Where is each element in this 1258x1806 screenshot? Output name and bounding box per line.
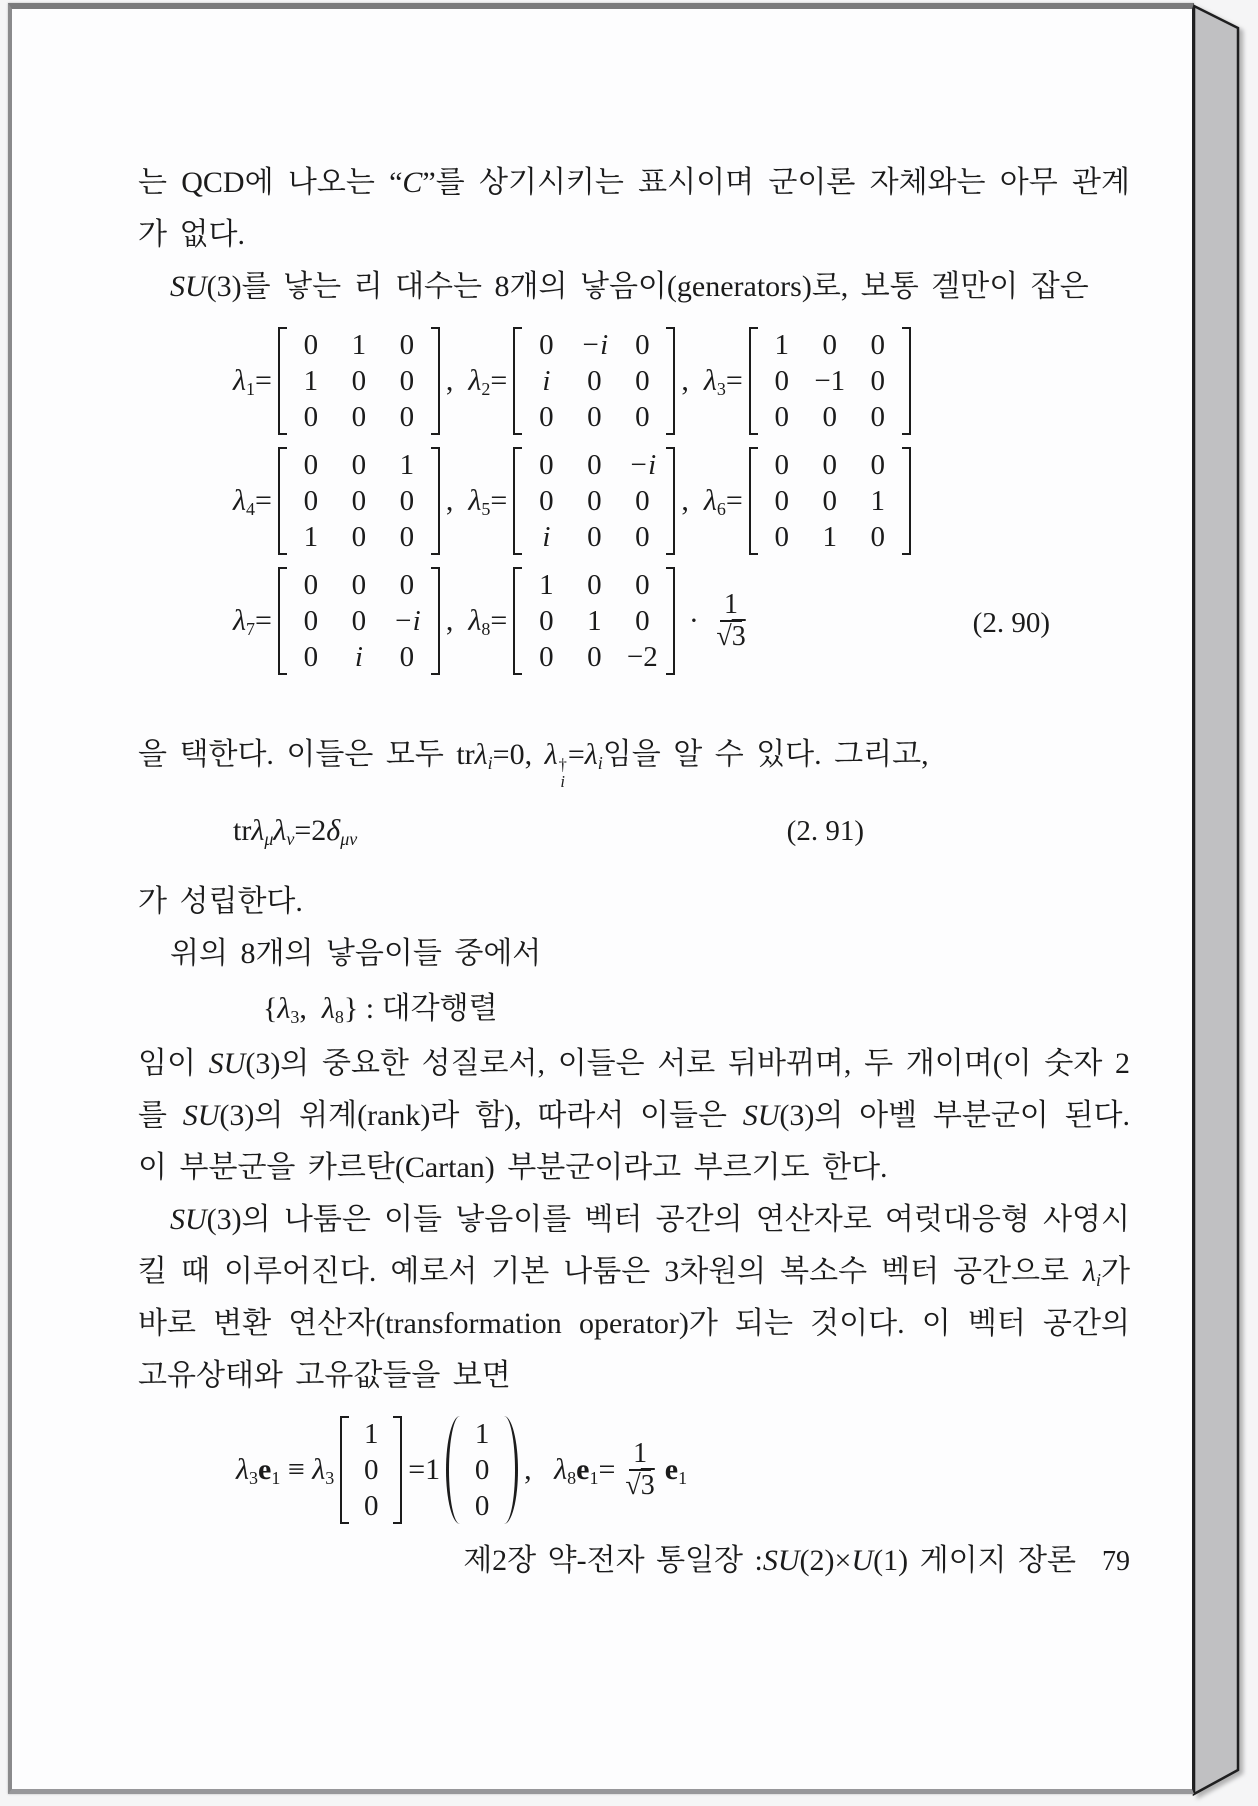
matrix-row-lambda-7-8 bbox=[138, 563, 1130, 683]
paragraph-cartan-subgroup: 임이 SU(3)의 중요한 성질로서, 이들은 서로 뒤바뀌며, 두 개이며(이 숫자 2를 SU(3)의 위계(rank)라 함), 따라서 이들은 SU(3)의 아벨 부분군이 된다. 이 부분군을 카르탄(Cartan) 부분군이라고 부르기도 한다. bbox=[138, 1047, 1130, 1185]
matrix-row-lambda-7-8-content: $\lambda_7=$ 0 0 0 0 0 −i 0 i 0 , $\lambda_8=$ 1 0 0 0 1 0 0 0 −2 · $\frac{1}{√3}$ bbox=[233, 569, 746, 673]
equation-number-2-90: (2. 90) bbox=[972, 607, 1050, 639]
equation-trace-orthogonality bbox=[138, 814, 1130, 848]
paragraph-qcd-note: 는 QCD에 나오는 “C”를 상기시키는 표시이며 군이론 자체와는 아무 관계가 없다. bbox=[138, 166, 1130, 251]
diagonal-matrices-line: {$\lambda_3$, $\lambda_8$} : 대각행렬 bbox=[263, 992, 498, 1028]
page-content bbox=[138, 157, 1130, 1582]
paragraph-holds: 가 성립한다. bbox=[138, 885, 303, 919]
chapter-footer-title: 제2장 약-전자 통일장 : SU (2)× U (1) 게이지 장론 bbox=[463, 1544, 1076, 1578]
book-page bbox=[8, 3, 1194, 1794]
paragraph-representation: SU(3)의 나툼은 이들 낳음이를 벡터 공간의 연산자로 여럿대응형 사영시킬 때 이루어진다. 예로서 기본 나툼은 3차원의 복소수 벡터 공간으로 $\lambda_i$가 바로 변환 연산자(transformation operator)가 되는 것이다. 이 벡터 공간의 고유상태와 고유값들을 보면 bbox=[138, 1203, 1130, 1393]
paragraph-trace-property: 을 택한다. 이들은 모두 trλ$_i$=0, λ † i $=\lambda_i$임을 알 수 있다. 그리고, bbox=[138, 738, 929, 792]
chapter-footer bbox=[138, 1542, 1130, 1582]
page-number: 79 bbox=[1102, 1546, 1130, 1578]
paragraph-among-generators: 위의 8개의 낳음이들 중에서 bbox=[170, 937, 542, 971]
equation-number-2-91: (2. 91) bbox=[786, 815, 864, 848]
book-side-edge bbox=[1192, 0, 1258, 1806]
matrix-row-lambda-4-6: $\lambda_4=$ 0 0 1 0 0 0 1 0 0 , $\lambda_5=$ 0 0 −i 0 0 0 i 0 0 , $\lambda_6=$ 0 0 0 0 0 1 0 1 0 bbox=[138, 443, 1130, 559]
gell-mann-matrix-block bbox=[138, 323, 1130, 683]
matrix-row-lambda-1-3: $\lambda_1=$ 0 1 0 1 0 0 0 0 0 , $\lambda_2=$ 0 −i 0 i 0 0 0 0 0 , $\lambda_3=$ 1 0 0 0 −1 0 0 0 0 bbox=[138, 323, 1130, 439]
paragraph-su3-generators: SU(3)를 낳는 리 대수는 8개의 낳음이(generators)로, 보통 겔만이 잡은 bbox=[170, 270, 1089, 303]
eigenvalue-equation: $\lambda_3e_1 \equiv \lambda_3$ 1 0 0 =1 1 0 0 , $\lambda_8e_1=$ $\frac{1}{√3}$ $e_1$ bbox=[236, 1418, 688, 1523]
equation-trace-content: $tr\lambda_\mu\lambda_\nu=2\delta_{\mu\nu}$ bbox=[233, 814, 358, 850]
